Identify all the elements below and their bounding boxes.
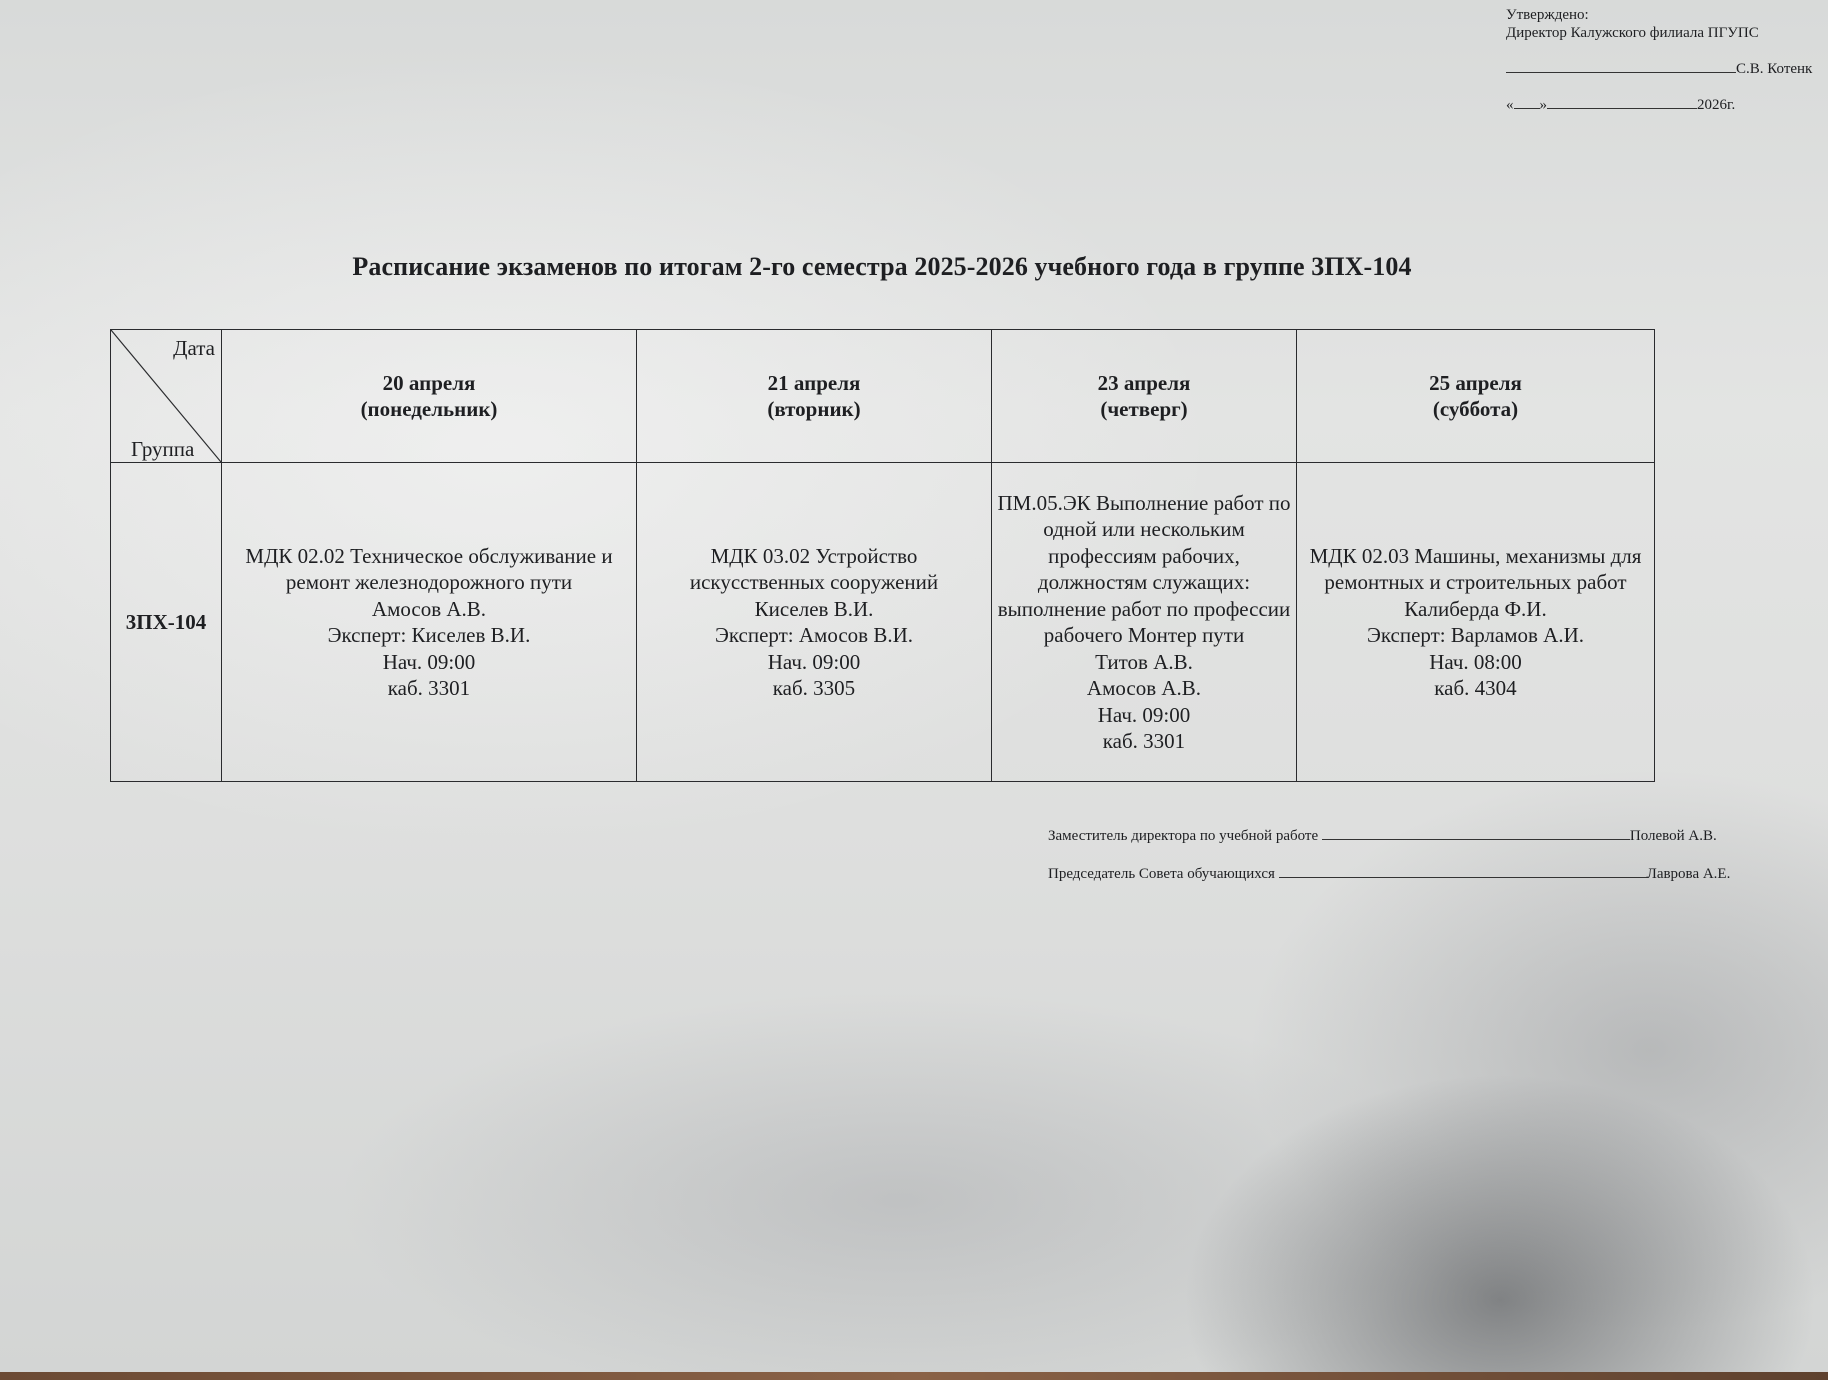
exam-room: каб. 3301 — [1102, 729, 1186, 753]
exam-start-time: Нач. 08:00 — [1429, 649, 1522, 674]
day-weekday: (четверг) — [1100, 397, 1188, 421]
date-close-quote: » — [1539, 97, 1547, 113]
exam-teacher: Киселев В.И. — [754, 596, 874, 621]
day-date: 20 апреля — [382, 371, 476, 395]
exam-room: каб. 3305 — [772, 676, 856, 700]
day-weekday: (вторник) — [767, 397, 861, 421]
approval-signer-line — [1506, 60, 1828, 78]
exam-teacher: Титов А.В. — [1095, 649, 1193, 674]
exam-subject: ПМ.05.ЭК Выполнение работ по одной или нескольким профессиям рабочих, должностям служащих: выполнение работ по профессии рабочего Монтер пути — [997, 490, 1291, 647]
deputy-name: Полевой А.В. — [1629, 828, 1717, 844]
exam-expert: Эксперт: Киселев В.И. — [327, 623, 531, 647]
signature-underline — [1279, 877, 1647, 878]
approval-label: Утверждено: — [1506, 7, 1589, 23]
signature-underline — [1322, 839, 1630, 840]
approval-date-line — [1506, 96, 1828, 114]
chair-role: Председатель Совета обучающихся — [1048, 866, 1275, 882]
document-title: Расписание экзаменов по итогам 2-го семестра 2025-2026 учебного года в группе 3ПХ-104 — [352, 252, 1412, 281]
exam-start-time: Нач. 09:00 — [382, 649, 476, 674]
exam-teacher: Амосов А.В. — [1086, 676, 1202, 700]
approval-signer: С.В. Котенк — [1736, 61, 1813, 77]
corner-cell — [111, 330, 222, 463]
day-date: 23 апреля — [1097, 371, 1191, 395]
deputy-role: Заместитель директора по учебной работе — [1048, 828, 1319, 844]
day-header — [992, 330, 1297, 463]
approval-year: 2026г. — [1697, 97, 1736, 113]
approval-block — [1506, 6, 1828, 114]
exam-teacher: Амосов А.В. — [371, 596, 487, 621]
exam-cell — [637, 463, 992, 782]
day-header — [1297, 330, 1655, 463]
exam-schedule-table — [110, 329, 1655, 782]
exam-start-time: Нач. 09:00 — [1097, 702, 1191, 727]
day-weekday: (понедельник) — [360, 397, 498, 421]
exam-subject: МДК 02.03 Машины, механизмы для ремонтных и строительных работ — [1309, 543, 1642, 594]
deputy-signature-line — [1048, 828, 1717, 845]
date-open-quote: « — [1506, 97, 1514, 113]
exam-cell — [1297, 463, 1655, 782]
exam-expert: Эксперт: Варламов А.И. — [1366, 623, 1585, 647]
exam-expert: Эксперт: Амосов В.И. — [714, 623, 914, 647]
exam-room: каб. 3301 — [387, 676, 471, 700]
day-weekday: (суббота) — [1432, 397, 1519, 421]
chair-signature-line — [1048, 866, 1730, 883]
group-row — [111, 463, 1655, 782]
exam-room: каб. 4304 — [1434, 676, 1517, 700]
month-underline — [1547, 108, 1697, 109]
signature-underline — [1506, 72, 1736, 73]
group-name: 3ПХ-104 — [111, 463, 222, 782]
header-row — [111, 330, 1655, 463]
exam-subject: МДК 02.02 Техническое обслуживание и ремонт железнодорожного пути — [245, 543, 613, 594]
day-header — [637, 330, 992, 463]
day-date: 25 апреля — [1429, 371, 1522, 395]
day-underline — [1514, 108, 1540, 109]
exam-cell — [222, 463, 637, 782]
corner-date-label: Дата — [173, 336, 215, 360]
approval-position: Директор Калужского филиала ПГУПС — [1506, 25, 1759, 41]
exam-start-time: Нач. 09:00 — [767, 649, 861, 674]
day-date: 21 апреля — [767, 371, 861, 395]
corner-group-label: Группа — [131, 437, 195, 461]
chair-name: Лаврова А.Е. — [1646, 866, 1731, 882]
exam-subject: МДК 03.02 Устройство искусственных сооружений — [689, 543, 939, 594]
day-header — [222, 330, 637, 463]
exam-cell — [992, 463, 1297, 782]
exam-teacher: Калиберда Ф.И. — [1404, 596, 1547, 621]
desk-edge — [0, 1372, 1828, 1380]
